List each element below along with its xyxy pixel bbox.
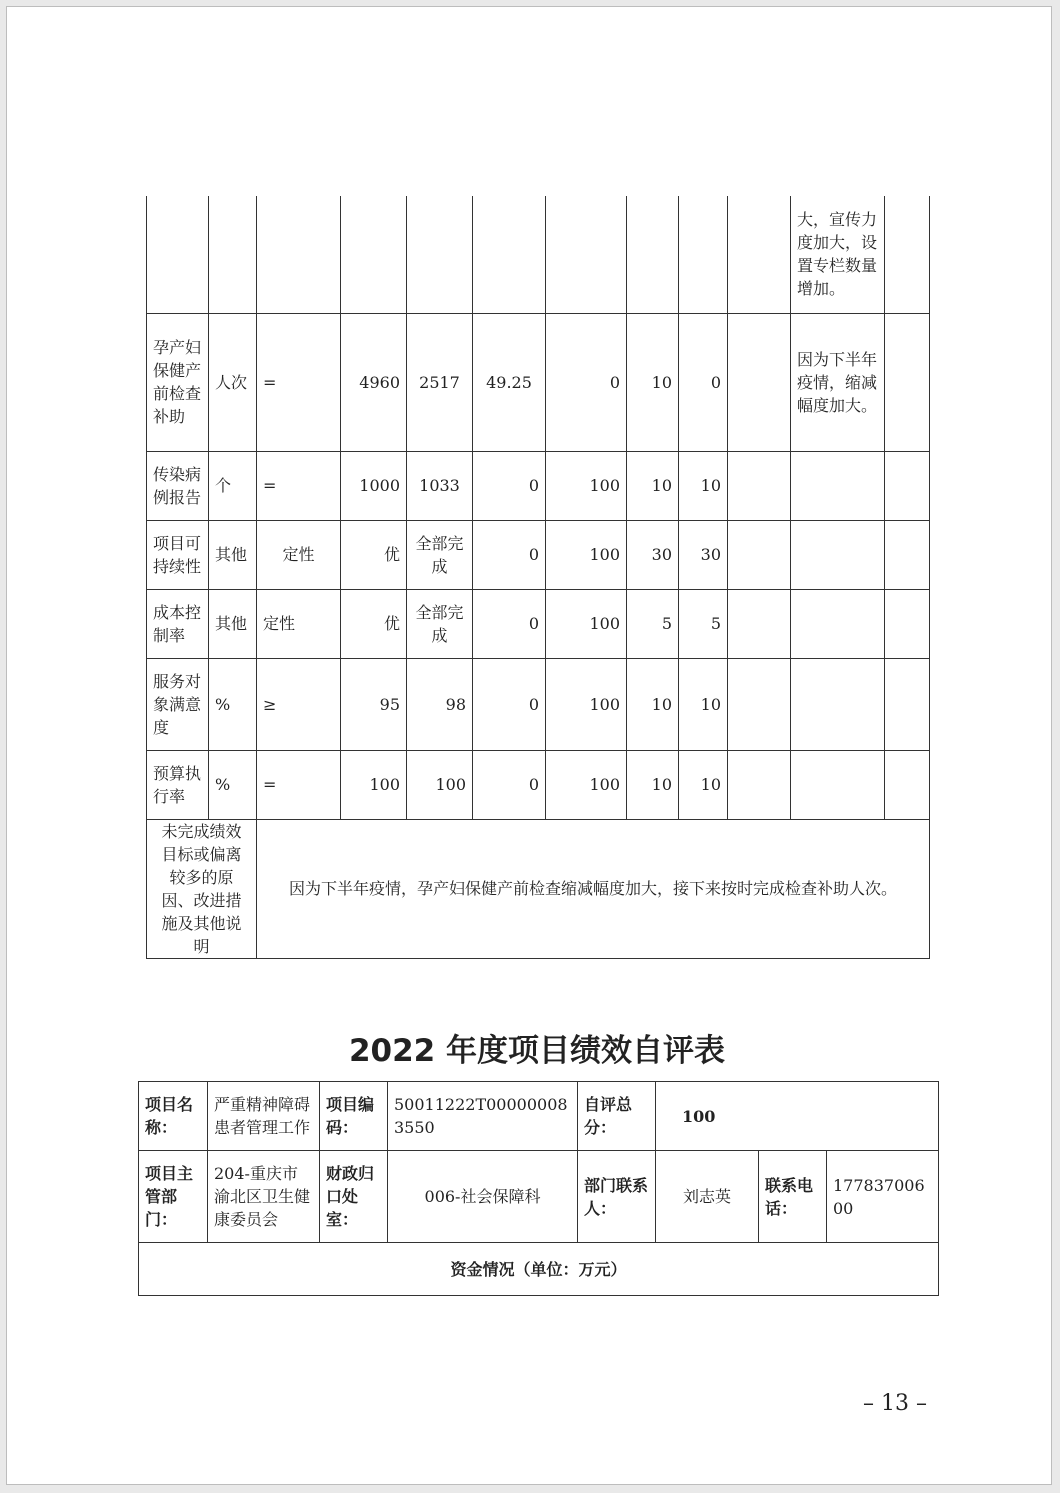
score-value: 10 (679, 451, 728, 520)
table-row (147, 819, 930, 958)
score-label: 自评总分： (578, 1082, 656, 1151)
form-row (139, 1082, 939, 1151)
indicator-operator: 定性 (257, 520, 341, 589)
project-name: 严重精神障碍患者管理工作 (208, 1082, 320, 1151)
score-value: 30 (679, 520, 728, 589)
target-value: 优 (341, 589, 407, 658)
table-row (147, 589, 930, 658)
actual-value: 100 (407, 750, 473, 819)
value-cell: 0 (473, 750, 546, 819)
actual-value: 1033 (407, 451, 473, 520)
actual-value: 2517 (407, 313, 473, 451)
contact-name: 刘志英 (656, 1151, 759, 1243)
note-cell: 因为下半年疫情，缩减幅度加大。 (791, 313, 885, 451)
score-value: 5 (679, 589, 728, 658)
dept-label: 项目主管部门： (139, 1151, 208, 1243)
contact-label: 部门联系人： (578, 1151, 656, 1243)
project-name-label: 项目名称： (139, 1082, 208, 1151)
score-value: 10 (679, 750, 728, 819)
indicator-name: 预算执行率 (147, 750, 209, 819)
weight-value: 30 (627, 520, 679, 589)
value-cell: 0 (473, 451, 546, 520)
target-value: 优 (341, 520, 407, 589)
value-cell: 100 (546, 750, 627, 819)
value-cell: 100 (546, 658, 627, 750)
indicator-name: 孕产妇保健产前检查补助 (147, 313, 209, 451)
indicator-unit: 其他 (209, 520, 257, 589)
score-value: 0 (679, 313, 728, 451)
indicator-name: 成本控制率 (147, 589, 209, 658)
dept-name: 204-重庆市渝北区卫生健康委员会 (208, 1151, 320, 1243)
note-cell (791, 451, 885, 520)
value-cell: 100 (546, 589, 627, 658)
note-cell: 大，宣传力度加大，设置专栏数量增加。 (791, 196, 885, 313)
indicator-operator: = (257, 750, 341, 819)
document-page (6, 6, 1052, 1485)
note-cell (791, 658, 885, 750)
value-cell: 0 (473, 658, 546, 750)
note-cell (791, 589, 885, 658)
indicator-unit: 人次 (209, 313, 257, 451)
form-row (139, 1243, 939, 1296)
weight-value: 10 (627, 750, 679, 819)
indicator-unit: % (209, 658, 257, 750)
indicator-unit: % (209, 750, 257, 819)
indicator-name: 服务对象满意度 (147, 658, 209, 750)
indicator-operator: = (257, 451, 341, 520)
self-evaluation-form (138, 1081, 939, 1296)
actual-value: 全部完成 (407, 520, 473, 589)
reason-label: 未完成绩效目标或偏离较多的原因、改进措施及其他说明 (147, 819, 257, 958)
indicator-name: 传染病例报告 (147, 451, 209, 520)
phone-label: 联系电话： (759, 1151, 827, 1243)
actual-value: 全部完成 (407, 589, 473, 658)
value-cell: 49.25 (473, 313, 546, 451)
page-number: – 13 – (863, 1391, 927, 1416)
indicator-operator: = (257, 313, 341, 451)
table-row (147, 520, 930, 589)
value-cell: 0 (546, 313, 627, 451)
weight-value: 10 (627, 451, 679, 520)
table-row (147, 658, 930, 750)
weight-value: 10 (627, 658, 679, 750)
table-row (147, 750, 930, 819)
table-row (147, 451, 930, 520)
table-row (147, 196, 930, 313)
indicator-operator: 定性 (257, 589, 341, 658)
target-value: 95 (341, 658, 407, 750)
finance-label: 财政归口处室： (320, 1151, 388, 1243)
project-code: 50011222T000000083550 (388, 1082, 578, 1151)
indicator-operator: ≥ (257, 658, 341, 750)
weight-value: 10 (627, 313, 679, 451)
value-cell: 0 (473, 589, 546, 658)
value-cell: 0 (473, 520, 546, 589)
form-title: 2022 年度项目绩效自评表 (348, 1033, 726, 1069)
indicator-unit: 个 (209, 451, 257, 520)
value-cell: 100 (546, 520, 627, 589)
form-row (139, 1151, 939, 1243)
weight-value: 5 (627, 589, 679, 658)
target-value: 100 (341, 750, 407, 819)
score-value: 100 (656, 1082, 939, 1151)
target-value: 1000 (341, 451, 407, 520)
actual-value: 98 (407, 658, 473, 750)
indicator-name: 项目可持续性 (147, 520, 209, 589)
project-code-label: 项目编码： (320, 1082, 388, 1151)
score-value: 10 (679, 658, 728, 750)
target-value: 4960 (341, 313, 407, 451)
reason-text: 因为下半年疫情，孕产妇保健产前检查缩减幅度加大，接下来按时完成检查补助人次。 (257, 819, 930, 958)
indicator-table (146, 196, 930, 959)
phone-number: 17783700600 (827, 1151, 939, 1243)
value-cell: 100 (546, 451, 627, 520)
table-row (147, 313, 930, 451)
note-cell (791, 520, 885, 589)
fund-header: 资金情况（单位：万元） (139, 1243, 939, 1296)
indicator-unit: 其他 (209, 589, 257, 658)
finance-office: 006-社会保障科 (388, 1151, 578, 1243)
note-cell (791, 750, 885, 819)
